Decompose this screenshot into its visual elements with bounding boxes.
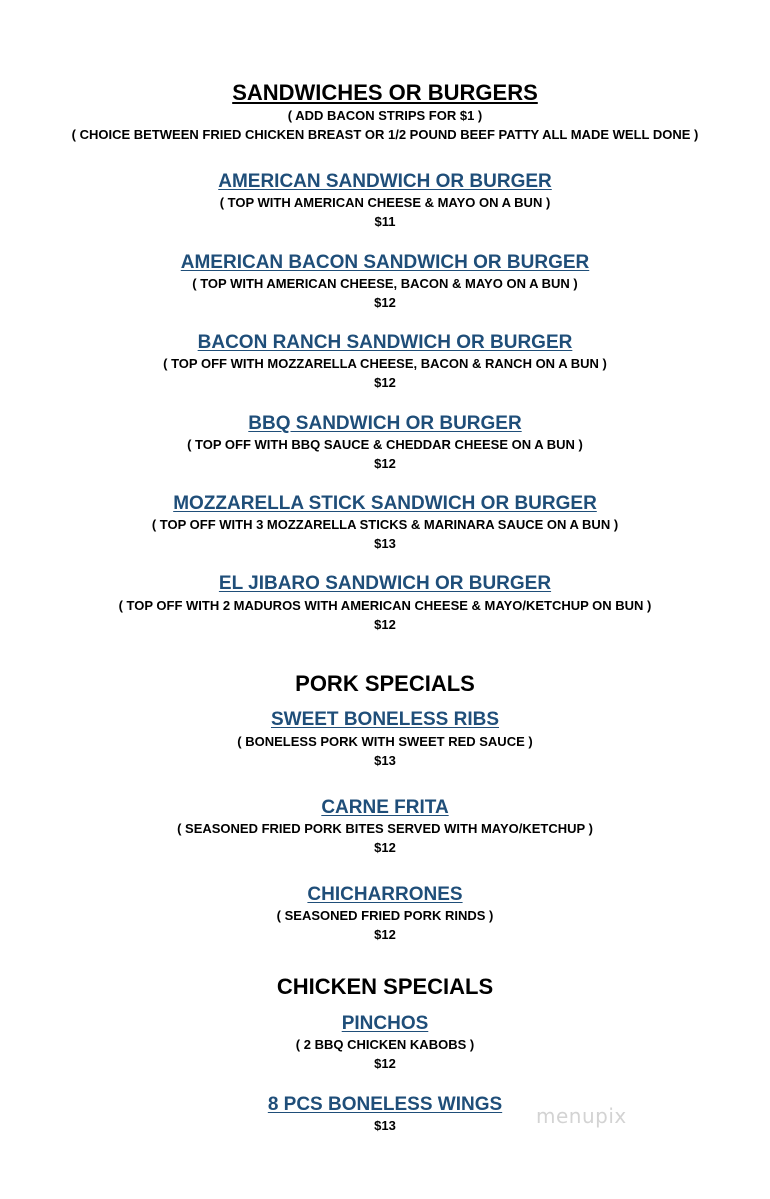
item-description: ( TOP WITH AMERICAN CHEESE & MAYO ON A BUN ) [219,195,551,210]
item-description: ( TOP OFF WITH MOZZARELLA CHEESE, BACON & RANCH ON A BUN ) [163,356,607,371]
item-price: $13 [374,753,396,768]
item-description: ( SEASONED FRIED PORK BITES SERVED WITH MAYO/KETCHUP ) [177,821,593,836]
section-title-sandwiches: SANDWICHES OR BURGERS [232,80,538,105]
item-price: $11 [374,214,396,229]
item-price: $12 [374,456,396,471]
item-price: $12 [374,375,396,390]
note-bacon-strips: ( ADD BACON STRIPS FOR $1 ) [287,108,483,123]
item-description: ( TOP OFF WITH 3 MOZZARELLA STICKS & MARINARA SAUCE ON A BUN ) [151,517,619,532]
item-description: ( TOP OFF WITH 2 MADUROS WITH AMERICAN CHEESE & MAYO/KETCHUP ON BUN ) [118,598,652,613]
item-price: $13 [374,536,396,551]
item-description: ( TOP WITH AMERICAN CHEESE, BACON & MAYO ON A BUN ) [192,276,578,291]
item-price: $13 [374,1118,396,1133]
item-description: ( BONELESS PORK WITH SWEET RED SAUCE ) [237,734,533,749]
item-name: MOZZARELLA STICK SANDWICH OR BURGER [173,493,597,514]
item-description: ( SEASONED FRIED PORK RINDS ) [276,908,494,923]
item-name: BBQ SANDWICH OR BURGER [248,413,522,434]
item-name: AMERICAN SANDWICH OR BURGER [218,171,552,192]
item-name: CHICHARRONES [307,884,463,905]
item-name: EL JIBARO SANDWICH OR BURGER [218,573,552,594]
item-price: $12 [374,1056,396,1071]
item-name: AMERICAN BACON SANDWICH OR BURGER [180,252,590,273]
section-title-pork: PORK SPECIALS [295,671,475,696]
item-name: 8 PCS BONELESS WINGS [267,1094,503,1115]
item-description: ( 2 BBQ CHICKEN KABOBS ) [295,1037,475,1052]
watermark-logo: menupix [536,1104,627,1128]
section-title-chicken: CHICKEN SPECIALS [276,974,494,999]
item-name: SWEET BONELESS RIBS [270,709,500,730]
item-description: ( TOP OFF WITH BBQ SAUCE & CHEDDAR CHEESE ON A BUN ) [187,437,583,452]
note-choice: ( CHOICE BETWEEN FRIED CHICKEN BREAST OR 1/2 POUND BEEF PATTY ALL MADE WELL DONE ) [71,127,699,142]
item-price: $12 [374,617,396,632]
item-name: CARNE FRITA [321,797,449,818]
item-price: $12 [374,927,396,942]
item-name: BACON RANCH SANDWICH OR BURGER [197,332,573,353]
item-name: PINCHOS [341,1013,429,1034]
item-price: $12 [374,840,396,855]
item-price: $12 [374,295,396,310]
